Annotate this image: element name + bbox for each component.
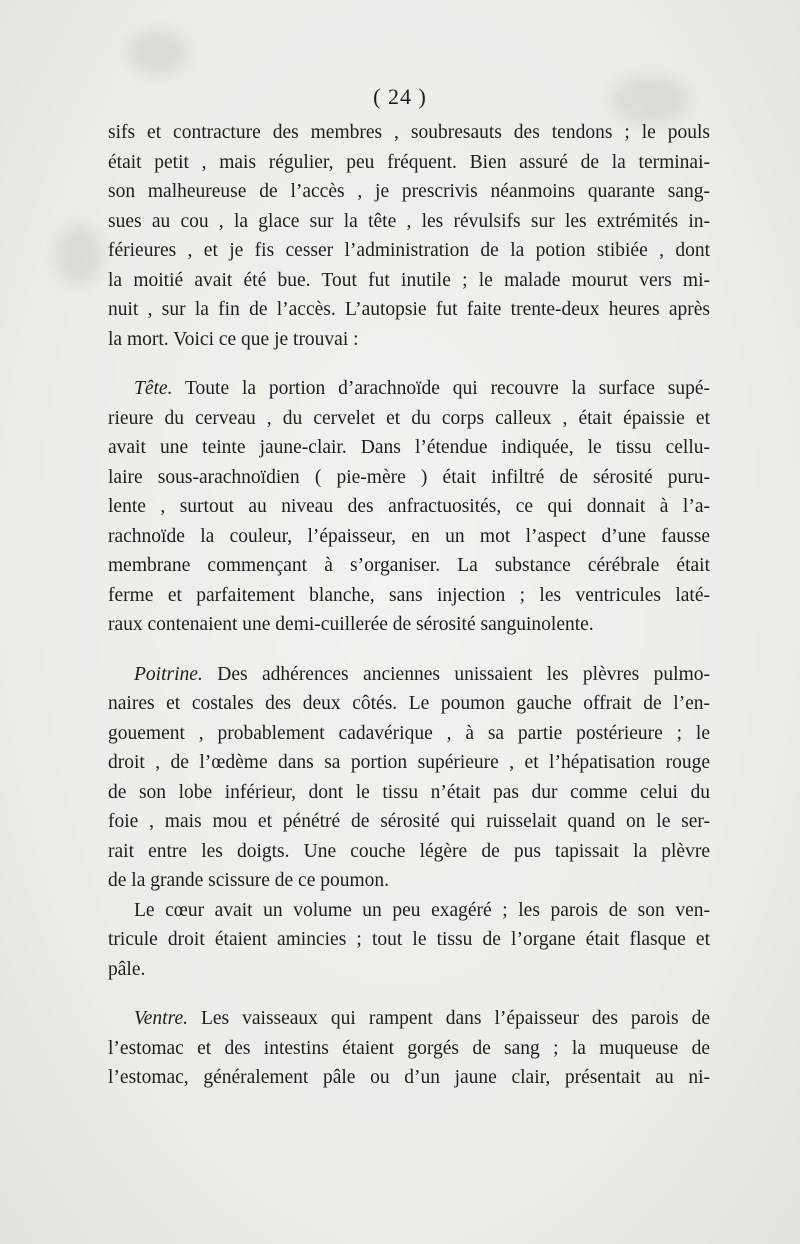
text-span: Des adhérences anciennes unissaient les plèvres pulmo- <box>202 663 710 685</box>
section-label: Tête. <box>134 378 173 399</box>
text-line: rieure du cerveau , du cervelet et du corps calleux , était épaissie et <box>108 407 710 429</box>
text-line: droit , de l’œdème dans sa portion supérieure , et l’hépatisation rouge <box>108 752 710 773</box>
text-span: Les vaisseaux qui rampent dans l’épaisseur des parois de <box>187 1008 710 1029</box>
paragraph-ventre <box>108 1004 710 1093</box>
text-line <box>108 660 710 690</box>
section-label: Poitrine. <box>134 663 203 685</box>
paragraph-poitrine <box>108 660 710 896</box>
stain <box>128 30 188 75</box>
text-line: naires et costales des deux côtés. Le poumon gauche offrait de l’en- <box>108 693 710 714</box>
text-line: la mort. Voici ce que je trouvai : <box>108 328 359 350</box>
text-line: de la grande scissure de ce poumon. <box>108 870 390 891</box>
text-line <box>108 374 710 404</box>
body-text <box>108 118 710 1093</box>
text-line: ferme et parfaitement blanche, sans injection ; les ventricules laté- <box>108 584 710 606</box>
text-line: sifs et contracture des membres , soubresauts des tendons ; le pouls <box>108 122 710 143</box>
text-line: rachnoïde la couleur, l’épaisseur, en un mot l’aspect d’une fausse <box>108 525 710 547</box>
text-line: laire sous-arachnoïdien ( pie-mère ) était infiltré de sérosité puru- <box>108 466 710 488</box>
text-line: était petit , mais régulier, peu fréquent. Bien assuré de la terminai- <box>108 151 710 173</box>
text-line: son malheureuse de l’accès , je prescrivis néanmoins quarante sang- <box>108 181 710 202</box>
text-line: l’estomac, généralement pâle ou d’un jaune clair, présentait au ni- <box>108 1067 710 1088</box>
text-line: membrane commençant à s’organiser. La substance cérébrale était <box>108 555 710 576</box>
page-number: ( 24 ) <box>373 84 427 109</box>
paragraph-coeur <box>108 896 710 985</box>
stain <box>55 225 103 285</box>
text-line: nuit , sur la fin de l’accès. L’autopsie fut faite trente-deux heures après <box>108 299 710 320</box>
text-line: sues au cou , la glace sur la tête , les révulsifs sur les extrémités in- <box>108 210 710 232</box>
text-line <box>108 1004 710 1034</box>
text-line: avait une teinte jaune-clair. Dans l’étendue indiquée, le tissu cellu- <box>108 437 710 458</box>
text-line: rait entre les doigts. Une couche légère de pus tapissait la plèvre <box>108 840 710 862</box>
text-line: gouement , probablement cadavérique , à sa partie postérieure ; le <box>108 722 710 744</box>
text-line: pâle. <box>108 958 146 980</box>
text-span: Toute la portion d’arachnoïde qui recouvre la surface supé- <box>172 378 710 399</box>
text-line: raux contenaient une demi-cuillerée de sérosité sanguinolente. <box>108 614 594 635</box>
paragraph <box>108 118 710 354</box>
paragraph-tete <box>108 374 710 640</box>
text-line: lente , surtout au niveau des anfractuosités, ce qui donnait à l’a- <box>108 496 710 517</box>
text-line: férieures , et je fis cesser l’administration de la potion stibiée , dont <box>108 240 710 261</box>
text-line: l’estomac et des intestins étaient gorgés de sang ; la muqueuse de <box>108 1037 710 1059</box>
text-line: Le cœur avait un volume un peu exagéré ; les parois de son ven- <box>134 899 710 921</box>
text-line: tricule droit étaient amincies ; tout le tissu de l’organe était flasque et <box>108 929 710 950</box>
text-line: la moitié avait été bue. Tout fut inutile ; le malade mourut vers mi- <box>108 269 710 291</box>
text-line: de son lobe inférieur, dont le tissu n’était pas dur comme celui du <box>108 781 710 803</box>
section-label: Ventre. <box>134 1008 188 1029</box>
text-line: foie , mais mou et pénétré de sérosité qui ruisselait quand on le ser- <box>108 811 710 832</box>
